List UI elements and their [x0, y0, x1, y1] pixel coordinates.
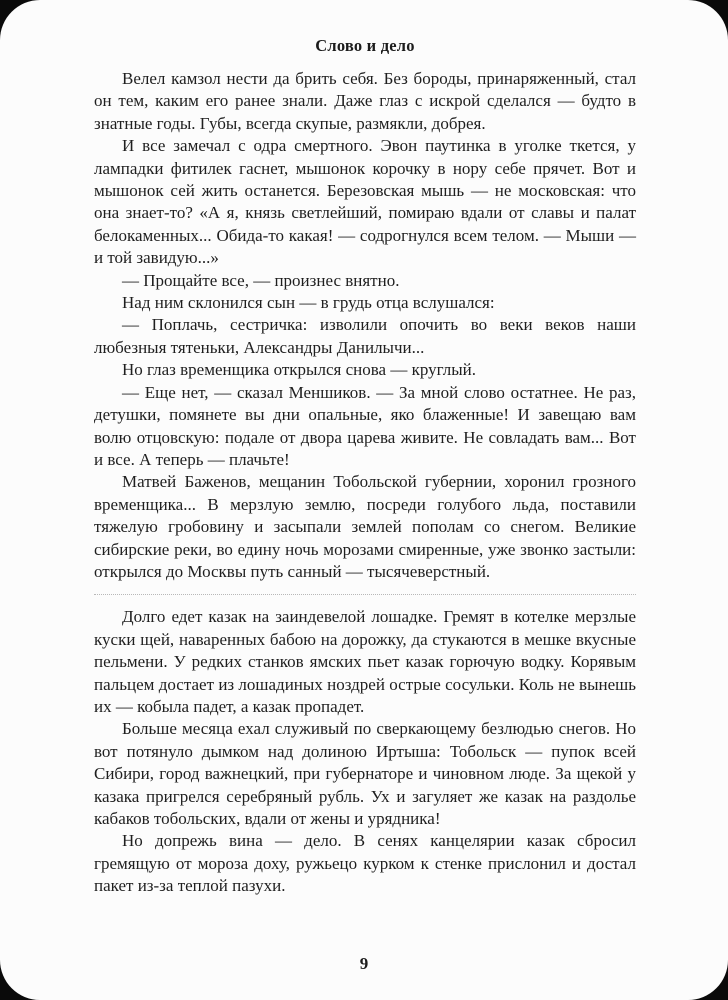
paragraph: — Поплачь, сестричка: изволили опочить во веки веков наши любезныя тятеньки, Александры Данилычи... [94, 315, 636, 357]
section-divider [94, 594, 636, 595]
paragraph: — Прощайте все, — произнес внятно. [122, 270, 400, 290]
paragraph: Долго едет казак на заиндевелой лошадке. Гремят в котелке мерзлые куски щей, наваренных бабою на дорожку, да стукаются в мешке вкусные пельмени. У редких станков ямских пьет казак горючую водку. Корявым пальцем достает из лошадиных ноздрей острые сосульки. Коль не вынешь их — кобыла падет, а казак пропадет. [94, 607, 636, 716]
paragraph: Матвей Баженов, мещанин Тобольской губернии, хоронил грозного временщика... В мерзлую землю, посреди голубого льда, поставили тяжелую гробовину и засыпали землей пополам со снегом. Великие сибирские реки, во едину ночь морозами смиренные, уже звонко застыли: открылся до Москвы путь санный — тысячеверстный. [94, 472, 636, 581]
paragraph: Но глаз временщика открылся снова — круглый. [122, 360, 476, 380]
paragraph: Больше месяца ехал служивый по сверкающему безлюдью снегов. Но вот потянуло дымком над долиною Иртыша: Тобольск — пупок всей Сибири, город важнецкий, при губернаторе и чиновном люде. За щекой у казака пригрелся серебряный рубль. Ух и загуляет же казак на раздолье кабаков тобольских, вдали от жены и урядника! [94, 719, 636, 828]
paragraph: И все замечал с одра смертного. Эвон паутинка в уголке ткется, у лампадки фитилек гаснет, мышонок корочку в нору себе прячет. Вот и мышонок сей жить останется. Березовская мышь — не московская: что она знает-то? «А я, князь светлейший, помираю вдали от славы и палат белокаменных... Обида-то какая! — содрогнулся всем телом. — Мыши — и той завидую...» [94, 136, 636, 268]
page-number: 9 [359, 954, 369, 973]
text-body [94, 68, 636, 898]
paragraph: Но допрежь вина — дело. В сенях канцелярии казак сбросил гремящую от мороза доху, ружьецо курком к стенке прислонил и достал пакет из-за теплой пазухи. [94, 831, 636, 896]
paragraph: — Еще нет, — сказал Меншиков. — За мной слово остатнее. Не раз, детушки, помянете вы дни опальные, яко блаженные! И завещаю вам волю отцовскую: подале от двора царева живите. Не совладать вам... Вот и все. А теперь — плачьте! [94, 382, 636, 469]
running-header: Слово и дело [315, 36, 415, 55]
paragraph: Велел камзол нести да брить себя. Без бороды, принаряженный, стал он тем, каким его ранее знали. Даже глаз с искрой сделался — будто в знатные годы. Губы, всегда скупые, размякли, добрея. [94, 69, 636, 133]
paragraph: Над ним склонился сын — в грудь отца вслушался: [122, 293, 495, 313]
